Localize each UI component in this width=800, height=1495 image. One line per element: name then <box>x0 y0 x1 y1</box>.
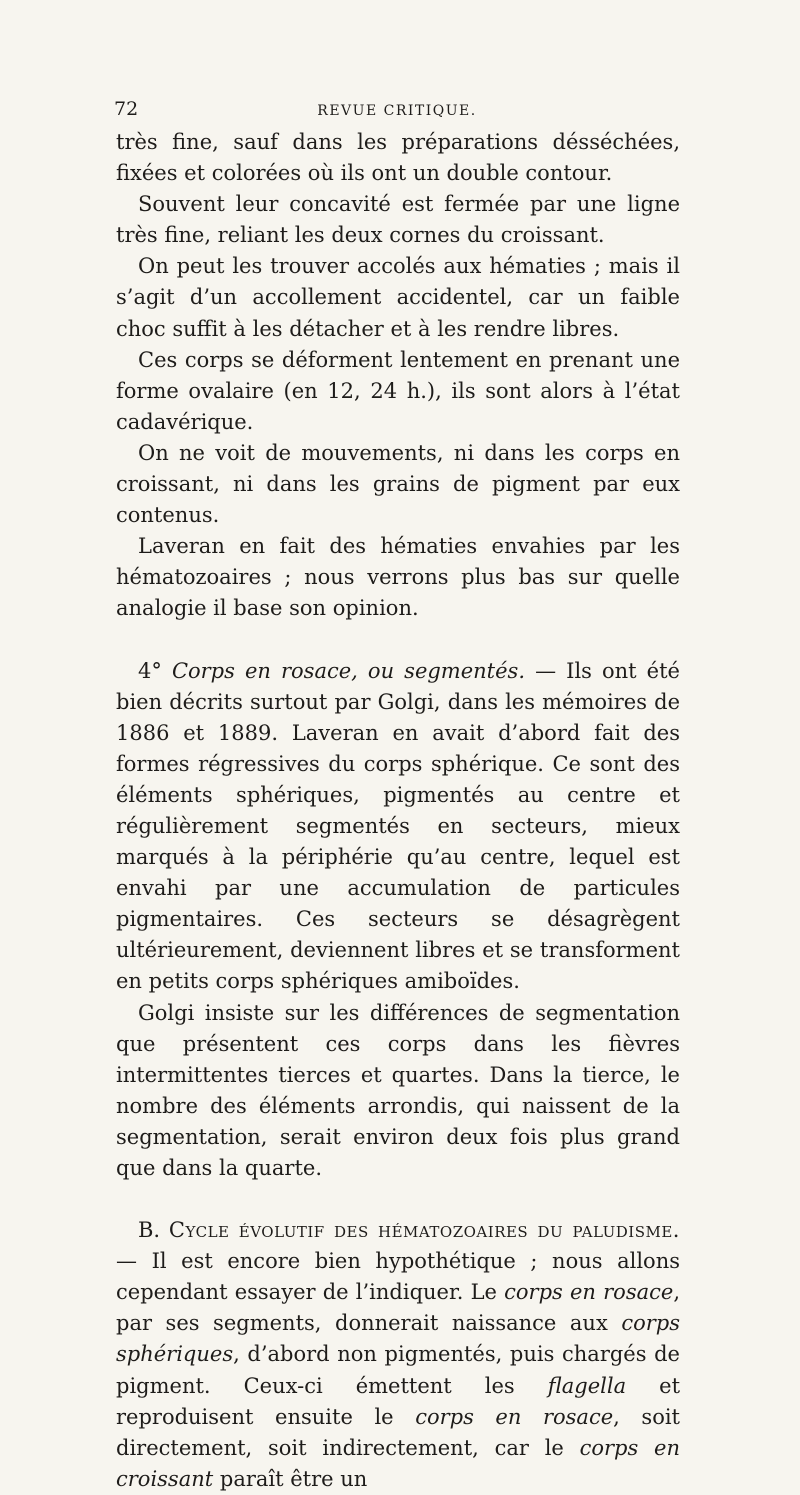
paragraph-3: On peut les trouver accolés aux hématies ; mais il s’agit d’un accollement accidentel, car un faible choc suffit à les détacher et à les rendre libres. <box>116 254 680 341</box>
term-corps-en-rosace: corps en rosace <box>415 1404 614 1429</box>
section-4-number: 4° <box>138 658 172 683</box>
section-gap <box>116 1184 680 1215</box>
paragraph-1: très fine, sauf dans les préparations désséchées, fixées et colorées où ils ont un double contour. <box>116 130 680 186</box>
section-b-text: et reproduisent ensuite le <box>116 1373 681 1429</box>
paragraph-4: Ces corps se déforment lentement en prenant une forme ovalaire (en 12, 24 h.), ils sont alors à l’état cadavérique. <box>116 347 680 434</box>
term-corps-spheriques: corps sphériques <box>116 1311 680 1367</box>
section-b-text: , soit directement, soit indirectement, car le <box>116 1404 680 1460</box>
paragraph-golgi: Golgi insiste sur les différences de segmentation que présentent ces corps dans les fièvres intermittentes tierces et quartes. Dans la tierce, le nombre des éléments arrondis, qui naissent de la segmentation, serait environ deux fois plus grand que dans la quarte. <box>116 1000 680 1180</box>
term-corps-en-rosace: corps en rosace <box>504 1280 674 1305</box>
section-b-letter: B. <box>138 1218 169 1243</box>
section-b-text: — Il est encore bien hypothétique ; nous allons cependant essayer de l’indiquer. Le <box>116 1249 680 1305</box>
paragraph-5: On ne voit de mouvements, ni dans les corps en croissant, ni dans les grains de pigment par eux contenus. <box>116 440 680 528</box>
body-text <box>116 127 680 1495</box>
section-b-text: , d’abord non pigmentés, puis chargés de pigment. Ceux-ci émettent les <box>116 1342 680 1398</box>
term-corps-en-croissant: corps en croissant <box>116 1435 680 1491</box>
section-4-paragraph <box>116 656 680 998</box>
paragraph-2: Souvent leur concavité est fermée par une ligne très fine, reliant les deux cornes du croissant. <box>116 192 680 248</box>
section-4-text: — Ils ont été bien décrits surtout par Golgi, dans les mémoires de 1886 et 1889. Laveran en avait d’abord fait des formes régressives du corps sphérique. Ce sont des éléments sphériques, pigmentés au centre et régulièrement segmentés en secteurs, mieux marqués à la périphérie qu’au centre, lequel est envahi par une accumulation de particules pigmentaires. Ces secteurs se désagrègent ultérieurement, deviennent libres et se transforment en petits corps sphériques amiboïdes. <box>116 658 680 994</box>
section-4-title: Corps en rosace, ou segmentés. <box>171 658 525 683</box>
section-b-text: , par ses segments, donnerait naissance aux <box>116 1280 680 1336</box>
section-b-text: paraît être un <box>213 1466 368 1491</box>
section-b-paragraph <box>116 1215 680 1495</box>
page-number: 72 <box>114 98 139 120</box>
running-title: REVUE CRITIQUE. <box>317 103 477 119</box>
section-b-title: Cycle évolutif des hématozoaires du paludisme. <box>168 1218 680 1243</box>
section-gap <box>116 625 680 656</box>
term-flagella: flagella <box>547 1373 627 1398</box>
paragraph-6: Laveran en fait des hématies envahies par les hématozoaires ; nous verrons plus bas sur quelle analogie il base son opinion. <box>116 534 680 621</box>
